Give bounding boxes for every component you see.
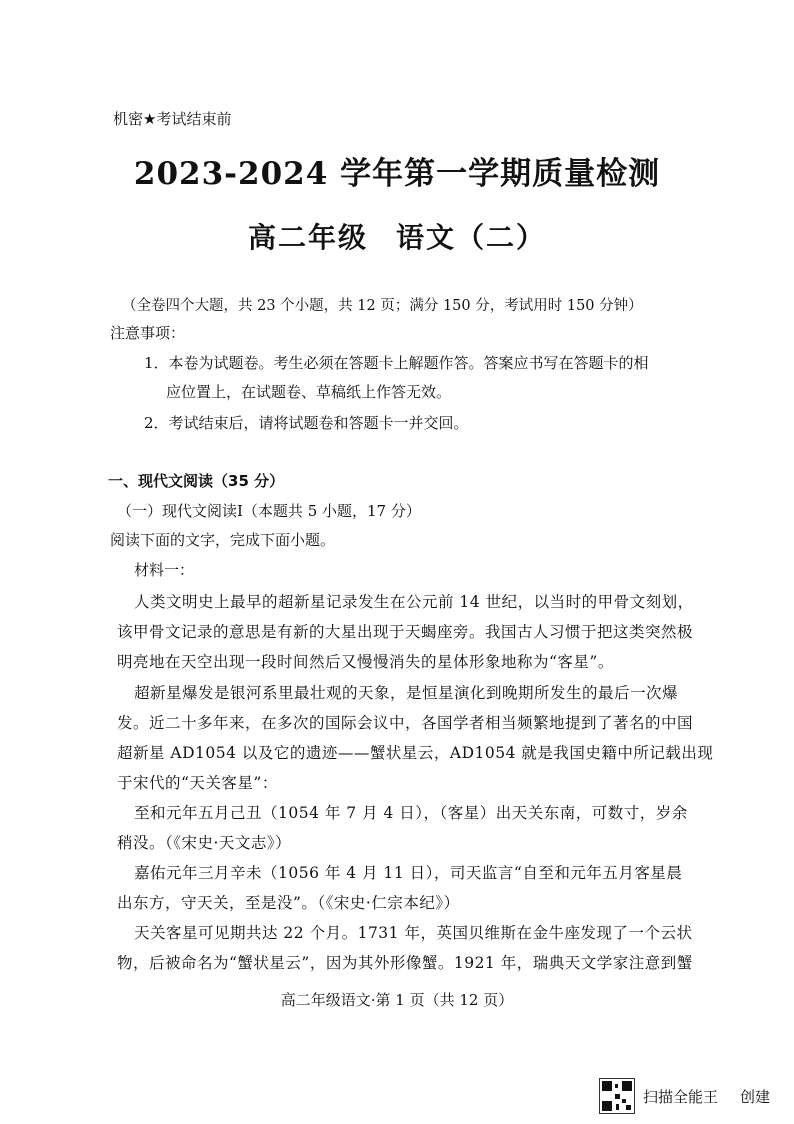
passage-line: 人类文明史上最早的超新星记录发生在公元前 14 世纪，以当时的甲骨文刻划， — [134, 593, 694, 611]
passage-line: 超新星 AD1054 以及它的遗迹——蟹状星云，AD1054 就是我国史籍中所记载出现 — [117, 744, 714, 762]
exam-subtitle — [0, 216, 794, 256]
section-heading: 一、现代文阅读（35 分） — [108, 472, 285, 490]
qr-code-icon — [599, 1078, 635, 1114]
confidential-label: 机密★考试结束前 — [113, 110, 232, 128]
notice-item-1: 1．本卷为试题卷。考生必须在答题卡上解题作答。答案应书写在答题卡的相 — [144, 354, 649, 372]
passage-line: 嘉佑元年三月辛未（1056 年 4 月 11 日），司天监言“自至和元年五月客星晨 — [134, 864, 683, 882]
reading-instruction: 阅读下面的文字，完成下面小题。 — [110, 531, 336, 549]
page-footer: 高二年级语文·第 1 页（共 12 页） — [280, 991, 514, 1009]
passage-line: 出东方，守天关，至是没”。（《宋史·仁宗本纪》） — [117, 894, 460, 912]
notice-item-1-continued: 应位置上，在试题卷、草稿纸上作答无效。 — [166, 383, 452, 401]
exam-title: 2023-2024 学年第一学期质量检测 — [133, 156, 661, 192]
exam-info: （全卷四个大题，共 23 个小题，共 12 页；满分 150 分，考试用时 150 分钟） — [122, 298, 643, 314]
passage-line: 稍没。（《宋史·天文志》） — [117, 834, 292, 852]
scanner-action: 创建 — [739, 1087, 770, 1106]
passage-line: 天关客星可见期共达 22 个月。1731 年，英国贝维斯在金牛座发现了一个云状 — [134, 924, 693, 942]
passage-line: 至和元年五月己丑（1054 年 7 月 4 日），（客星）出天关东南，可数寸，岁余 — [134, 804, 688, 822]
passage-line: 该甲骨文记录的意思是有新的大星出现于天蝎座旁。我国古人习惯于把这类突然极 — [117, 623, 694, 641]
material-label: 材料一： — [134, 561, 195, 579]
scanner-brand: 扫描全能王 — [642, 1087, 718, 1106]
passage-line: 明亮地在天空出现一段时间然后又慢慢消失的星体形象地称为“客星”。 — [117, 653, 614, 671]
scanner-watermark — [599, 1078, 770, 1114]
notice-heading: 注意事项： — [110, 324, 186, 342]
notice-item-2: 2．考试结束后，请将试题卷和答题卡一并交回。 — [144, 414, 469, 432]
passage-line: 于宋代的“天关客星”： — [117, 774, 278, 792]
subsection-heading: （一）现代文阅读Ⅰ（本题共 5 小题，17 分） — [117, 502, 421, 520]
passage-line: 物，后被命名为“蟹状星云”，因为其外形像蟹。1921 年，瑞典天文学家注意到蟹 — [117, 954, 693, 972]
passage-line: 发。近二十多年来，在多次的国际会议中，各国学者相当频繁地提到了著名的中国 — [117, 714, 694, 732]
subject-label: 语文（二） — [396, 221, 547, 254]
grade-label: 高二年级 — [247, 221, 368, 254]
passage-line: 超新星爆发是银河系里最壮观的天象，是恒星演化到晚期所发生的最后一次爆 — [134, 684, 679, 702]
